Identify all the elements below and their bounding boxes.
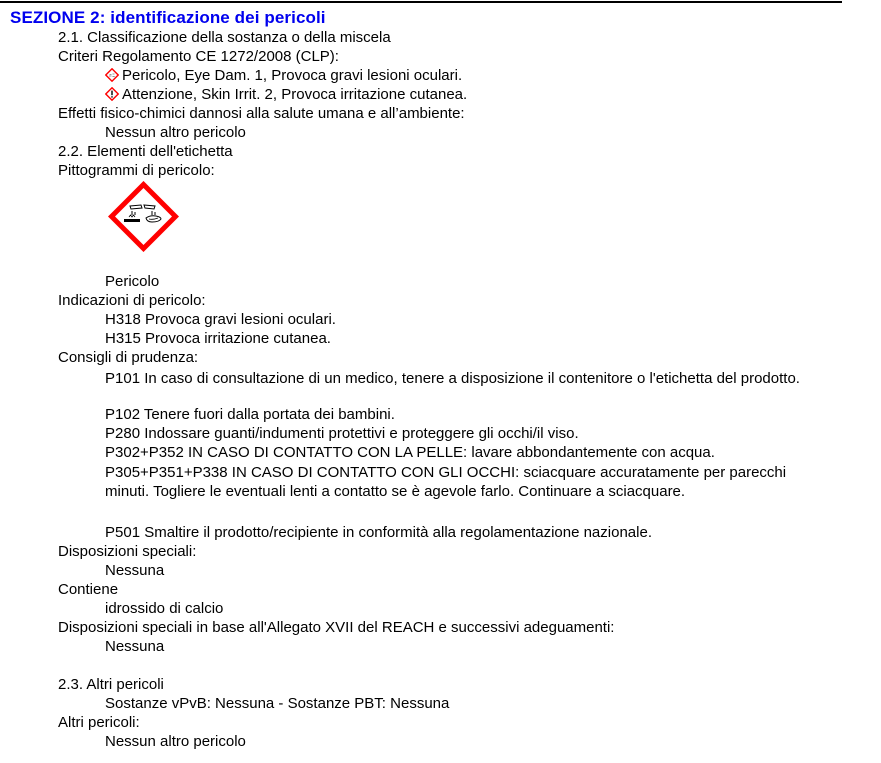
precautionary-statement: P305+P351+P338 IN CASO DI CONTATTO CON GLI OCCHI: sciacquare accuratamente per parecchi minuti. Togliere le eventuali lenti a contatto se è agevole farlo. Continuare a sciacquare. — [105, 464, 787, 500]
hazard-statement: H315 Provoca irritazione cutanea. — [105, 330, 331, 347]
subsection-2-1-heading: 2.1. Classificazione della sostanza o della miscela — [58, 29, 391, 46]
hazard-statement: H318 Provoca gravi lesioni oculari. — [105, 311, 336, 328]
top-rule — [0, 1, 842, 3]
precautionary-statements-label: Consigli di prudenza: — [58, 349, 199, 366]
precautionary-statement: P280 Indossare guanti/indumenti protettivi e proteggere gli occhi/il viso. — [105, 425, 579, 442]
precautionary-statement: P102 Tenere fuori dalla portata dei bambini. — [105, 406, 395, 423]
reach-provisions-value: Nessuna — [105, 638, 165, 655]
section-title: SEZIONE 2: identificazione dei pericoli — [10, 8, 326, 27]
clp-criteria-label: Criteri Regolamento CE 1272/2008 (CLP): — [58, 48, 339, 65]
precautionary-statement: P302+P352 IN CASO DI CONTATTO CON LA PELLE: lavare abbondantemente con acqua. — [105, 444, 715, 461]
hazard-statements-label: Indicazioni di pericolo: — [58, 292, 206, 309]
effects-label: Effetti fisico-chimici dannosi alla salute umana e all’ambiente: — [58, 105, 465, 122]
contains-label: Contiene — [58, 581, 119, 598]
signal-word: Pericolo — [105, 273, 160, 290]
other-hazards-label: Altri pericoli: — [58, 714, 140, 731]
classification-text: Pericolo, Eye Dam. 1, Provoca gravi lesioni oculari. — [122, 67, 463, 84]
classification-item — [105, 86, 467, 104]
ghs05-corrosion-icon — [108, 181, 179, 252]
pictograms-label: Pittogrammi di pericolo: — [58, 162, 215, 179]
reach-provisions-label: Disposizioni speciali in base all'Allegato XVII del REACH e successivi adeguamenti: — [58, 619, 615, 636]
precautionary-statement: P101 In caso di consultazione di un medico, tenere a disposizione il contenitore o l'etichetta del prodotto. — [105, 370, 800, 387]
special-provisions-value: Nessuna — [105, 562, 165, 579]
classification-item — [105, 67, 462, 85]
precautionary-statement: P501 Smaltire il prodotto/recipiente in conformità alla regolamentazione nazionale. — [105, 524, 652, 541]
special-provisions-label: Disposizioni speciali: — [58, 543, 197, 560]
classification-text: Attenzione, Skin Irrit. 2, Provoca irritazione cutanea. — [122, 86, 468, 103]
other-hazards-value: Nessun altro pericolo — [105, 733, 246, 750]
vpvb-pbt-statement: Sostanze vPvB: Nessuna - Sostanze PBT: Nessuna — [105, 695, 450, 712]
ghs05-corrosion-small-icon — [105, 68, 119, 82]
subsection-2-3-heading: 2.3. Altri pericoli — [58, 676, 164, 693]
effects-value: Nessun altro pericolo — [105, 124, 246, 141]
subsection-2-2-heading: 2.2. Elementi dell'etichetta — [58, 143, 233, 160]
ghs07-exclamation-small-icon — [105, 87, 119, 101]
contains-value: idrossido di calcio — [105, 600, 224, 617]
